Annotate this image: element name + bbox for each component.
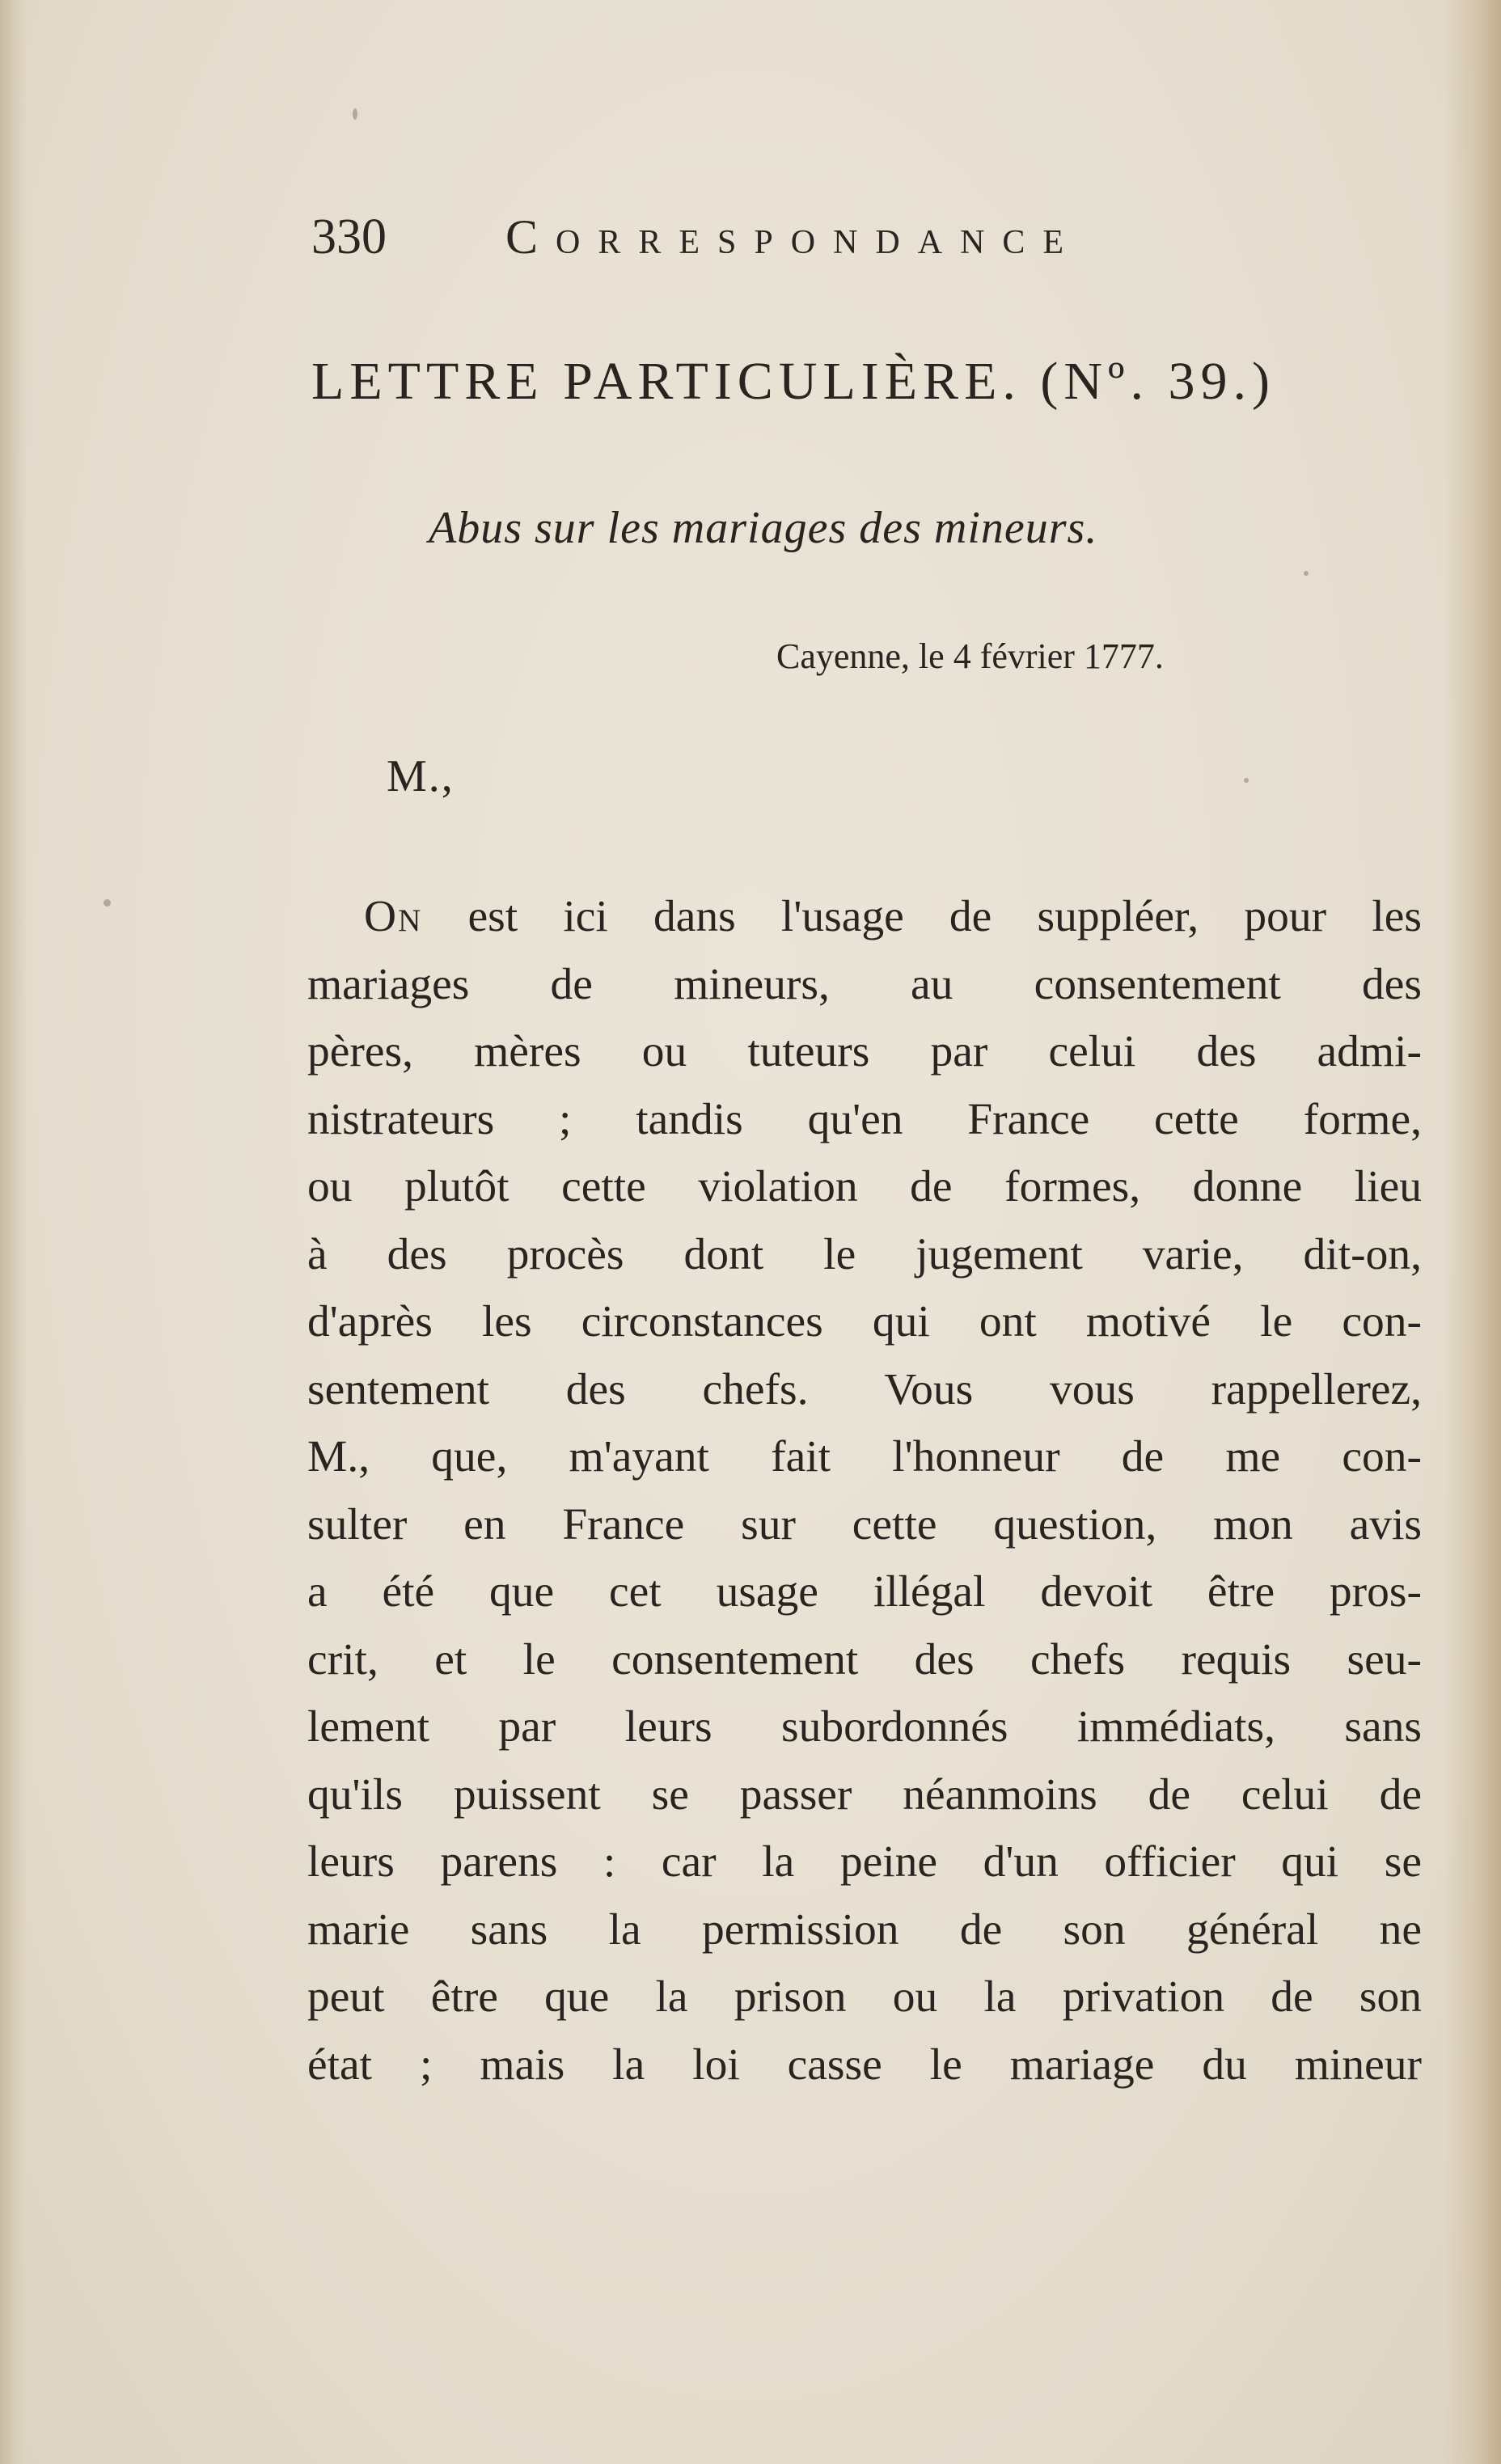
letter-dateline: Cayenne, le 4 février 1777. (776, 636, 1164, 676)
body-line: d'après les circonstances qui ont motivé le con- (307, 1297, 1422, 1346)
body-line: nistrateurs ; tandis qu'en France cette forme, (307, 1094, 1422, 1144)
running-title: Correspondance (505, 210, 1082, 264)
body-line: à des procès dont le jugement varie, dit-on, (307, 1229, 1422, 1279)
body-line: mariages de mineurs, au consentement des (307, 959, 1422, 1009)
body-line: leurs parens : car la peine d'un officier qui se (307, 1837, 1422, 1887)
paper-speck (1304, 571, 1309, 576)
paper-speck (1244, 778, 1249, 783)
letter-salutation: M., (387, 751, 455, 801)
body-line: ou plutôt cette violation de formes, donne lieu (307, 1162, 1422, 1211)
letter-title: LETTRE PARTICULIÈRE. (Nº. 39.) (311, 352, 1275, 411)
body-line: sulter en France sur cette question, mon avis (307, 1499, 1422, 1549)
body-line: lement par leurs subordonnés immédiats, sans (307, 1702, 1422, 1752)
body-line: a été que cet usage illégal devoit être pros- (307, 1567, 1422, 1617)
body-line: marie sans la permission de son général ne (307, 1904, 1422, 1955)
letter-body (307, 883, 1422, 2098)
body-line: état ; mais la loi casse le mariage du mineur (307, 2039, 1422, 2090)
page-right-edge (1444, 0, 1501, 2464)
body-line: sentement des chefs. Vous vous rappellerez, (307, 1364, 1422, 1414)
body-line-1 (307, 883, 1422, 951)
page-number: 330 (311, 209, 387, 264)
initial-word: On (364, 892, 423, 941)
body-line: pères, mères ou tuteurs par celui des admi- (307, 1027, 1422, 1076)
letter-subtitle: Abus sur les mariages des mineurs. (429, 503, 1098, 553)
body-line: M., que, m'ayant fait l'honneur de me con- (307, 1432, 1422, 1481)
page-left-edge (0, 0, 27, 2464)
paper-speck (104, 899, 111, 907)
body-line: peut être que la prison ou la privation de son (307, 1972, 1422, 2022)
body-line: qu'ils puissent se passer néanmoins de celui de (307, 1769, 1422, 1819)
paper-speck (353, 108, 357, 120)
body-line: crit, et le consentement des chefs requis seu- (307, 1634, 1422, 1684)
running-head (311, 209, 1249, 265)
body-line-1-text: est ici dans l'usage de suppléer, pour les (422, 892, 1422, 941)
